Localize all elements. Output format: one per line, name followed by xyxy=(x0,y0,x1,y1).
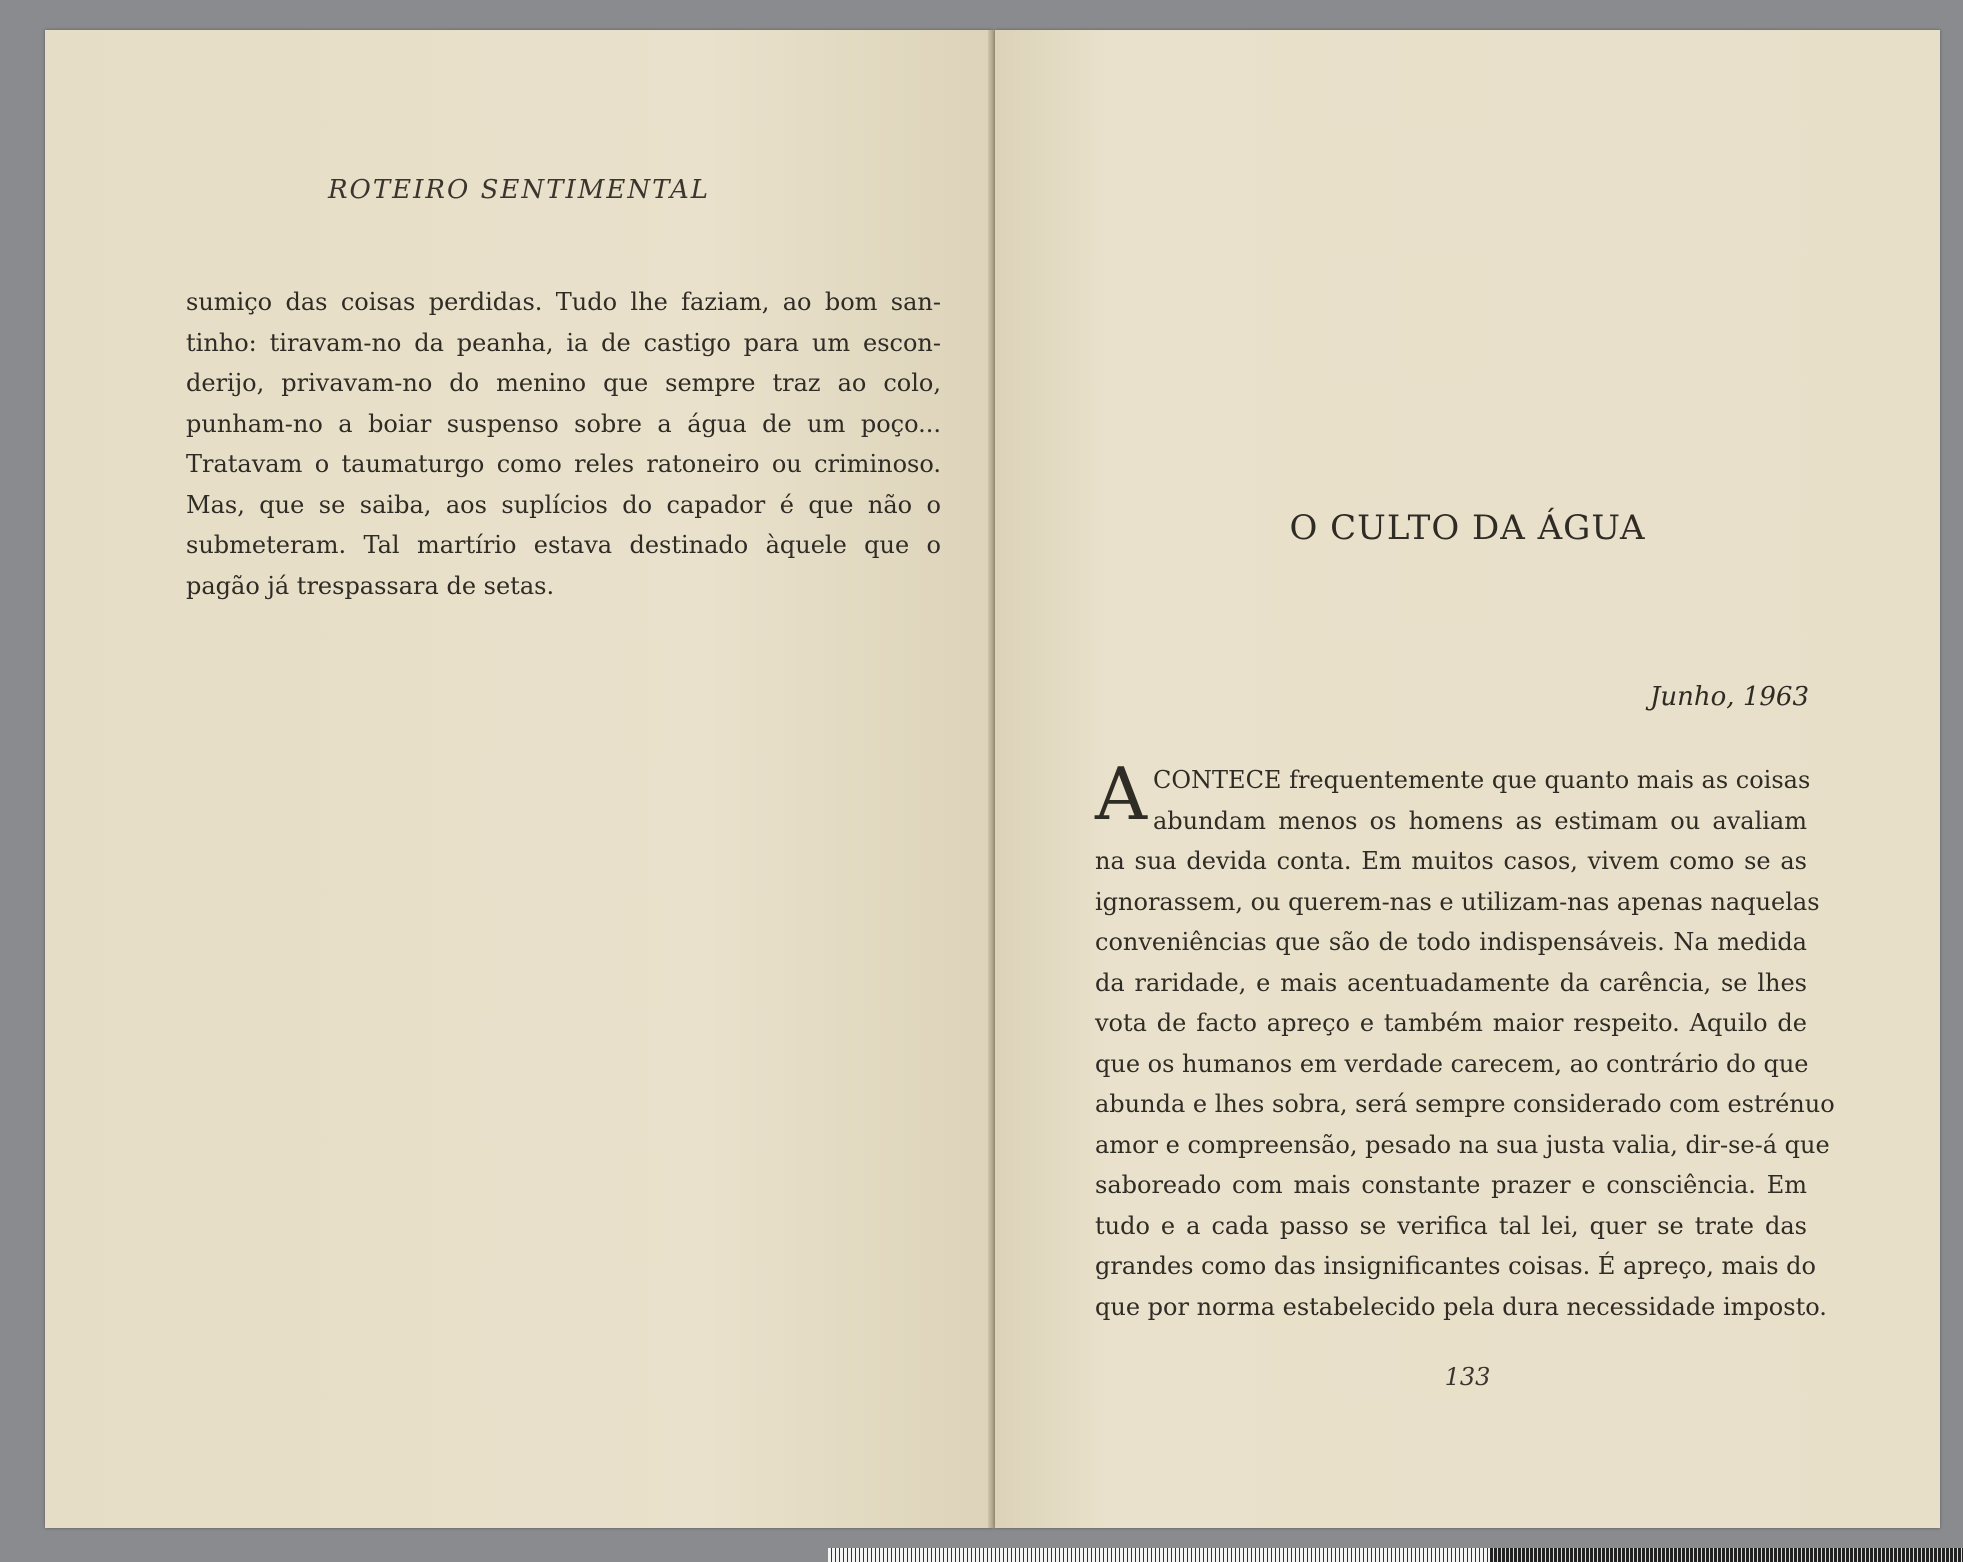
text-line: Mas, que se saiba, aos suplícios do capador é que não o xyxy=(186,490,941,519)
left-page xyxy=(45,30,993,1528)
text-line: submeteram. Tal martírio estava destinado àquele que o xyxy=(186,531,941,559)
text-line: CONTECE frequentemente que quanto mais as coisas xyxy=(1153,766,1811,794)
text-line: amor e compreensão, pesado na sua justa valia, dir-se-á que xyxy=(1095,1130,1830,1159)
text-line: derijo, privavam-no do menino que sempre traz ao colo, xyxy=(186,369,941,397)
text-line: conveniências que são de todo indispensáveis. Na medida xyxy=(1095,928,1807,956)
left-page-text xyxy=(186,282,941,606)
page-number: 133 xyxy=(1444,1363,1491,1391)
right-page xyxy=(995,30,1940,1528)
text-line: na sua devida conta. Em muitos casos, vivem como se as xyxy=(1095,847,1807,875)
text-line: punham-no a boiar suspenso sobre a água de um poço... xyxy=(186,409,941,438)
text-line: pagão já trespassara de setas. xyxy=(186,571,555,600)
text-line: vota de facto apreço e também maior respeito. Aquilo de xyxy=(1095,1009,1807,1037)
drop-cap: A xyxy=(1095,752,1147,836)
text-line: abundam menos os homens as estimam ou avaliam xyxy=(1153,806,1807,835)
scale-ruler-dark-segment xyxy=(1490,1548,1963,1562)
text-line: abunda e lhes sobra, será sempre considerado com estrénuo xyxy=(1095,1090,1835,1118)
text-line: saboreado com mais constante prazer e consciência. Em xyxy=(1095,1171,1807,1199)
running-head: ROTEIRO SENTIMENTAL xyxy=(327,175,711,205)
right-page-text xyxy=(1095,752,1835,1327)
text-line: tinho: tiravam-no da peanha, ia de castigo para um escon- xyxy=(186,328,941,357)
text-line: que por norma estabelecido pela dura necessidade imposto. xyxy=(1095,1292,1827,1321)
text-line: sumiço das coisas perdidas. Tudo lhe faziam, ao bom san- xyxy=(186,288,941,316)
chapter-title: O CULTO DA ÁGUA xyxy=(1289,508,1646,548)
text-line: ignorassem, ou querem-nas e utilizam-nas apenas naquelas xyxy=(1095,887,1820,916)
dateline: Junho, 1963 xyxy=(1649,682,1809,712)
text-line: grandes como das insignificantes coisas. É apreço, mais do xyxy=(1095,1252,1816,1280)
text-line: da raridade, e mais acentuadamente da carência, se lhes xyxy=(1095,968,1807,997)
text-line: tudo e a cada passo se verifica tal lei, quer se trate das xyxy=(1095,1211,1807,1240)
text-line: Tratavam o taumaturgo como reles ratoneiro ou criminoso. xyxy=(186,450,941,478)
text-line: que os humanos em verdade carecem, ao contrário do que xyxy=(1095,1049,1809,1078)
